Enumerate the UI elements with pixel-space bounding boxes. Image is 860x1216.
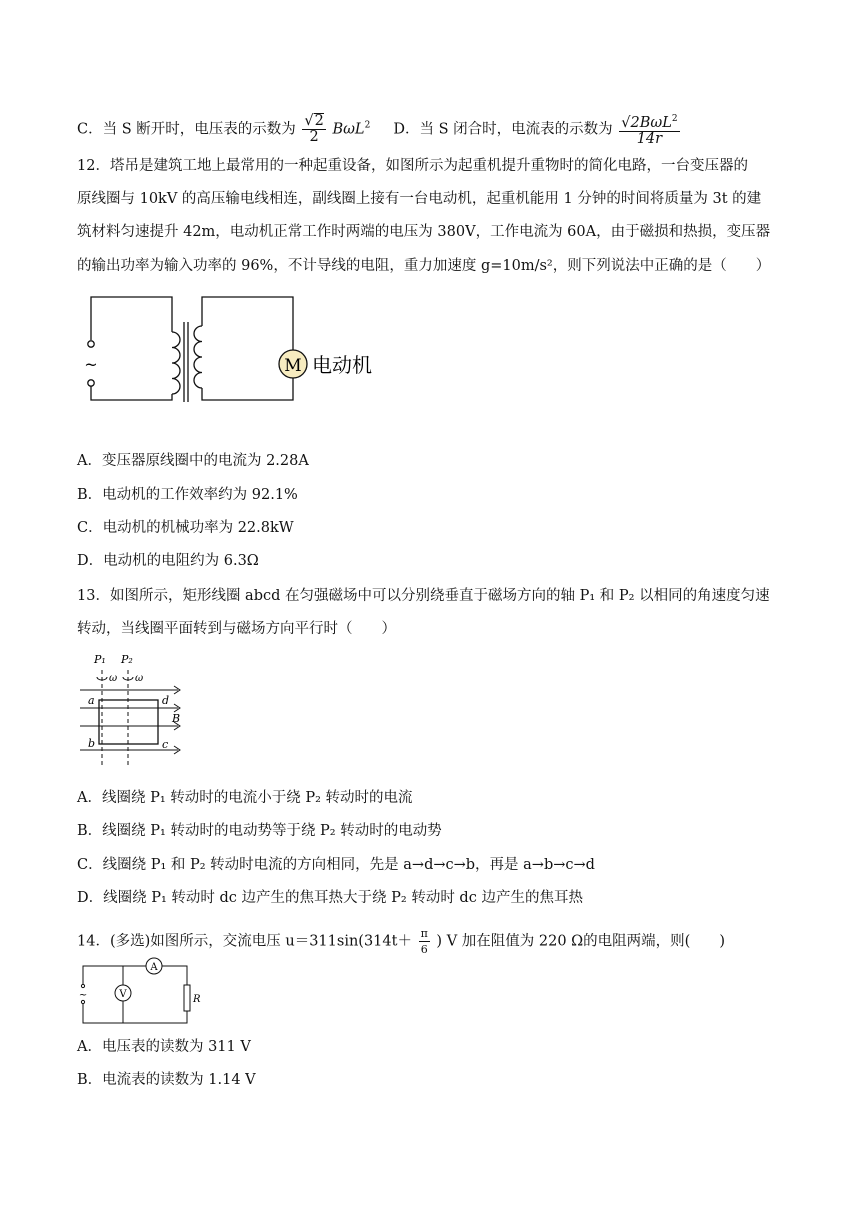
q14-circuit-figure — [78, 958, 201, 1028]
q11-option-d-text: D．当 S 闭合时，电流表的示数为 — [393, 121, 613, 138]
q13-stem-line-2: 转动，当线圈平面转到与磁场方向平行时（ ） — [77, 621, 396, 637]
q12-option-a: A．变压器原线圈中的电流为 2.28A — [77, 453, 309, 469]
q13-coil-figure — [78, 650, 188, 772]
q14-ac-source-icon: ~ — [78, 990, 88, 1001]
q14-ammeter-icon: A — [150, 962, 158, 973]
q14-stem-part-1: 14．(多选)如图所示，交流电压 u＝311sin(314t＋ — [77, 933, 412, 950]
q12-option-c: C．电动机的机械功率为 22.8kW — [77, 520, 294, 536]
q12-option-b: B．电动机的工作效率约为 92.1% — [77, 487, 298, 503]
q11-options-line: C．当 S 断开时，电压表的示数为 $\frac{√2}{2}$ BωL$^2$ D．当 S 闭合时，电流表的示数为 $\frac{√2B\omega L^2}{14r}$ — [77, 113, 678, 147]
q13-axis-p2-label: P₂ — [121, 653, 133, 666]
q13-option-a: A．线圈绕 P₁ 转动时的电流小于绕 P₂ 转动时的电流 — [77, 790, 413, 806]
q14-option-b: B．电流表的读数为 1.14 V — [77, 1072, 256, 1088]
q12-stem-line-3: 筑材料匀速提升 42m，电动机正常工作时两端的电压为 380V，工作电流为 60A，由于磁损和热损，变压器 — [77, 224, 771, 240]
q13-option-b: B．线圈绕 P₁ 转动时的电动势等于绕 P₂ 转动时的电动势 — [77, 823, 442, 839]
q12-option-d: D．电动机的电阻约为 6.3Ω — [77, 553, 259, 569]
q14-stem-part-2: ) V 加在阻值为 220 Ω的电阻两端，则( ) — [436, 933, 725, 950]
q13-axis-p1-label: P₁ — [94, 653, 106, 666]
q13-omega-1-label: ω — [109, 673, 118, 684]
q12-stem-line-1: 12．塔吊是建筑工地上最常用的一种起重设备，如图所示为起重机提升重物时的简化电路，一台变压器的 — [77, 158, 748, 174]
q13-option-c: C．线圈绕 P₁ 和 P₂ 转动时电流的方向相同，先是 a→d→c→b，再是 a→b→c→d — [77, 857, 595, 873]
q11-option-d-fraction: $\frac{√2B\omega L^2}{14r}$ — [621, 114, 678, 147]
q14-stem-fraction: $\frac{\pi}{6}$ — [420, 927, 428, 956]
q12-stem-line-4: 的输出功率为输入功率的 96%，不计导线的电阻，重力加速度 g=10m/s²，则下列说法中正确的是（ ） — [77, 258, 771, 274]
q11-option-c-expr: BωL — [332, 121, 365, 138]
q12-motor-icon: M — [284, 356, 302, 376]
q14-resistor-label: R — [193, 994, 201, 1005]
q11-option-c-fraction: $\frac{√2}{2}$ — [304, 113, 324, 146]
q12-ac-source-icon: ~ — [84, 355, 98, 374]
q13-corner-b: b — [88, 737, 96, 750]
q13-corner-c: c — [162, 738, 169, 751]
q13-option-d: D．线圈绕 P₁ 转动时 dc 边产生的焦耳热大于绕 P₂ 转动时 dc 边产生的焦耳热 — [77, 890, 583, 906]
q12-motor-label: 电动机 — [312, 353, 372, 377]
q13-corner-a: a — [88, 694, 95, 707]
q12-transformer-figure — [80, 292, 390, 406]
q13-corner-d: d — [162, 694, 170, 707]
q13-field-label: B — [172, 712, 181, 725]
q14-voltmeter-icon: V — [119, 989, 127, 1000]
q12-stem-line-2: 原线圈与 10kV 的高压输电线相连，副线圈上接有一台电动机，起重机能用 1 分钟的时间将质量为 3t 的建 — [77, 191, 762, 207]
q14-stem — [77, 926, 725, 957]
q11-option-c-text: C．当 S 断开时，电压表的示数为 — [77, 121, 296, 138]
q14-option-a: A．电压表的读数为 311 V — [77, 1039, 251, 1055]
q13-stem-line-1: 13．如图所示，矩形线圈 abcd 在匀强磁场中可以分别绕垂直于磁场方向的轴 P₁ 和 P₂ 以相同的角速度匀速 — [77, 588, 770, 604]
q13-omega-2-label: ω — [135, 673, 144, 684]
